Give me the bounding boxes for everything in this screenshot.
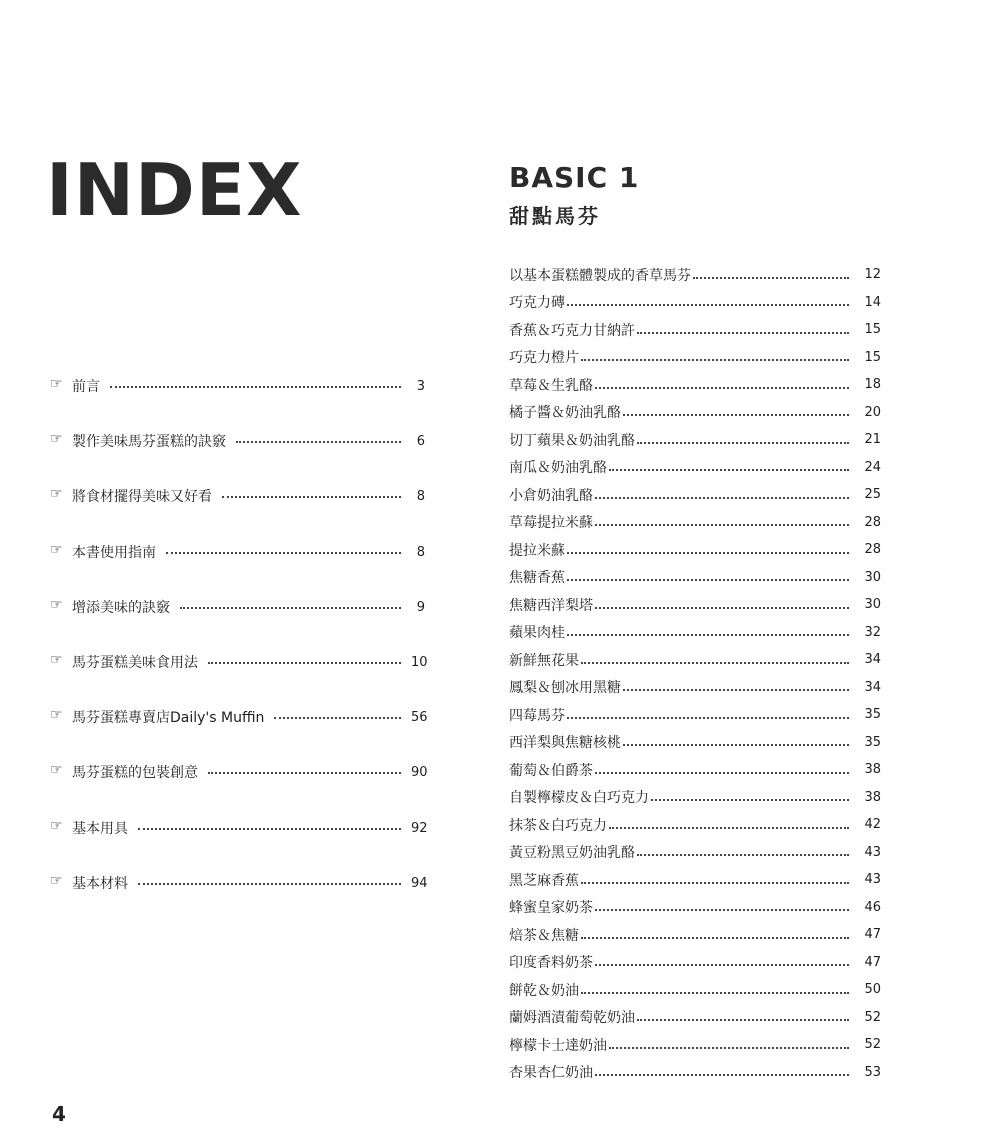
toc-entry-page: 46 <box>864 899 881 915</box>
toc-entry-page: 38 <box>864 762 881 778</box>
toc-entry <box>50 757 428 812</box>
dot-leader <box>637 1019 849 1021</box>
dot-leader <box>595 772 849 774</box>
toc-entry-label: 草莓＆生乳酪 <box>509 377 593 394</box>
toc-entry-label: 提拉米蘇 <box>509 542 565 559</box>
toc-entry <box>509 481 881 509</box>
toc-entry-label: 本書使用指南 <box>72 544 156 561</box>
toc-entry-label: 鳳梨＆刨冰用黑糖 <box>509 680 621 697</box>
toc-entry <box>509 289 881 317</box>
dot-leader <box>595 497 849 499</box>
toc-entry-page: 32 <box>864 624 881 640</box>
pointing-hand-icon: ☞ <box>50 541 63 558</box>
dot-leader <box>637 442 849 444</box>
toc-entry-page: 52 <box>864 1037 881 1053</box>
toc-entry <box>509 1059 881 1087</box>
dot-leader <box>581 992 849 994</box>
dot-leader <box>138 828 401 830</box>
toc-entry-label: 焙茶＆焦糖 <box>509 927 579 944</box>
pointing-hand-icon: ☞ <box>50 762 63 779</box>
dot-leader <box>110 386 401 388</box>
toc-entry <box>509 729 881 757</box>
dot-leader <box>637 332 849 334</box>
toc-entry <box>509 536 881 564</box>
toc-entry-label: 四莓馬芬 <box>509 707 565 724</box>
dot-leader <box>274 717 401 719</box>
dot-leader <box>595 607 849 609</box>
dot-leader <box>222 496 401 498</box>
toc-entry-page: 43 <box>864 872 881 888</box>
toc-entry-page: 47 <box>864 954 881 970</box>
toc-entry-label: 抹茶＆白巧克力 <box>509 817 607 834</box>
toc-entry-label: 西洋梨與焦糖核桃 <box>509 735 621 752</box>
dot-leader <box>637 854 849 856</box>
toc-entry-page: 56 <box>411 710 428 726</box>
toc-entry-page: 25 <box>864 487 881 503</box>
dot-leader <box>595 387 849 389</box>
dot-leader <box>623 689 849 691</box>
general-contents-list <box>50 371 428 923</box>
dot-leader <box>138 883 401 885</box>
toc-entry-label: 蘋果肉桂 <box>509 625 565 642</box>
toc-entry-page: 34 <box>864 679 881 695</box>
dot-leader <box>595 964 849 966</box>
toc-entry-page: 24 <box>864 459 881 475</box>
toc-entry <box>509 756 881 784</box>
toc-entry-page: 21 <box>864 432 881 448</box>
pointing-hand-icon: ☞ <box>50 596 63 613</box>
toc-entry-label: 馬芬蛋糕美味食用法 <box>72 654 198 671</box>
basic-title: BASIC 1 <box>509 161 640 194</box>
toc-entry <box>509 371 881 399</box>
toc-entry-page: 30 <box>864 569 881 585</box>
toc-entry-page: 28 <box>864 542 881 558</box>
toc-entry-page: 35 <box>864 707 881 723</box>
dot-leader <box>581 359 849 361</box>
toc-entry-label: 橘子醬＆奶油乳酪 <box>509 405 621 422</box>
toc-entry-label: 增添美味的訣竅 <box>72 599 170 616</box>
toc-entry-page: 9 <box>416 599 425 615</box>
basic-subtitle: 甜點馬芬 <box>509 204 601 228</box>
dot-leader <box>581 937 849 939</box>
toc-entry <box>509 784 881 812</box>
toc-entry-label: 巧克力磚 <box>509 295 565 312</box>
toc-entry-label: 基本用具 <box>72 820 128 837</box>
toc-entry-label: 基本材料 <box>72 875 128 892</box>
toc-entry-label: 黑芝麻香蕉 <box>509 872 579 889</box>
toc-entry-page: 92 <box>411 820 428 836</box>
toc-entry-label: 杏果杏仁奶油 <box>509 1065 593 1082</box>
toc-entry-label: 焦糖香蕉 <box>509 570 565 587</box>
pointing-hand-icon: ☞ <box>50 817 63 834</box>
toc-entry-label: 印度香料奶茶 <box>509 955 593 972</box>
index-title: INDEX <box>46 148 303 232</box>
dot-leader <box>623 744 849 746</box>
toc-entry-label: 葡萄＆伯爵茶 <box>509 762 593 779</box>
toc-entry <box>50 481 425 536</box>
dot-leader <box>567 552 849 554</box>
toc-entry <box>509 921 881 949</box>
toc-entry-page: 10 <box>411 654 428 670</box>
toc-entry-label: 自製檸檬皮＆白巧克力 <box>509 790 649 807</box>
toc-entry-page: 43 <box>864 844 881 860</box>
dot-leader <box>236 441 401 443</box>
toc-entry-page: 42 <box>864 817 881 833</box>
toc-entry <box>509 976 881 1004</box>
toc-entry-label: 黃豆粉黑豆奶油乳酪 <box>509 845 635 862</box>
toc-entry-label: 新鮮無花果 <box>509 652 579 669</box>
pointing-hand-icon: ☞ <box>50 486 63 503</box>
toc-entry <box>50 537 425 592</box>
toc-entry-page: 3 <box>416 379 425 394</box>
toc-entry <box>509 509 881 537</box>
toc-entry-page: 8 <box>416 544 425 560</box>
toc-entry <box>50 868 428 923</box>
pointing-hand-icon: ☞ <box>50 431 63 448</box>
toc-entry <box>509 426 881 454</box>
toc-entry-label: 草莓提拉米蘇 <box>509 515 593 532</box>
dot-leader <box>623 414 849 416</box>
toc-entry <box>50 813 428 868</box>
toc-entry <box>509 399 881 427</box>
toc-entry-page: 8 <box>416 489 425 505</box>
toc-entry <box>509 701 881 729</box>
toc-entry <box>509 894 881 922</box>
toc-entry <box>509 591 881 619</box>
toc-entry-label: 馬芬蛋糕專賣店Daily's Muffin <box>72 710 265 727</box>
toc-entry <box>509 1031 881 1059</box>
toc-entry <box>509 949 881 977</box>
toc-entry-page: 50 <box>864 982 881 998</box>
dot-leader <box>609 469 849 471</box>
dot-leader <box>180 607 401 609</box>
toc-entry-label: 蜂蜜皇家奶茶 <box>509 900 593 917</box>
toc-entry-label: 小倉奶油乳酪 <box>509 487 593 504</box>
toc-entry <box>509 564 881 592</box>
toc-entry-label: 檸檬卡士達奶油 <box>509 1037 607 1054</box>
toc-entry <box>50 426 425 481</box>
toc-entry-page: 47 <box>864 927 881 943</box>
toc-entry <box>50 702 428 757</box>
dot-leader <box>567 579 849 581</box>
pointing-hand-icon: ☞ <box>50 376 63 392</box>
toc-entry-label: 前言 <box>72 379 100 395</box>
toc-entry-page: 20 <box>864 404 881 420</box>
toc-entry <box>50 371 425 426</box>
dot-leader <box>208 662 401 664</box>
dot-leader <box>595 524 849 526</box>
dot-leader <box>567 717 849 719</box>
toc-entry-label: 巧克力橙片 <box>509 350 579 367</box>
toc-entry-label: 將食材擺得美味又好看 <box>72 489 212 506</box>
toc-entry <box>50 592 425 647</box>
toc-entry-page: 90 <box>411 765 428 781</box>
basic-section-heading <box>509 158 639 230</box>
toc-entry-label: 切丁蘋果＆奶油乳酪 <box>509 432 635 449</box>
toc-entry-page: 52 <box>864 1009 881 1025</box>
toc-entry <box>509 261 881 289</box>
toc-entry-page: 6 <box>416 434 425 450</box>
toc-entry <box>509 1004 881 1032</box>
dot-leader <box>581 662 849 664</box>
toc-entry-page: 34 <box>864 652 881 668</box>
toc-entry <box>509 839 881 867</box>
toc-entry-page: 15 <box>864 349 881 365</box>
toc-entry-page: 38 <box>864 789 881 805</box>
toc-entry-label: 製作美味馬芬蛋糕的訣竅 <box>72 434 226 451</box>
pointing-hand-icon: ☞ <box>50 707 63 724</box>
dot-leader <box>609 1047 849 1049</box>
toc-entry <box>509 344 881 372</box>
toc-entry-page: 35 <box>864 734 881 750</box>
page-number: 4 <box>52 1102 66 1126</box>
toc-entry-page: 30 <box>864 597 881 613</box>
toc-entry-page: 94 <box>411 875 428 891</box>
dot-leader <box>567 634 849 636</box>
toc-entry-page: 12 <box>864 267 881 283</box>
toc-entry <box>509 811 881 839</box>
toc-entry <box>509 674 881 702</box>
dot-leader <box>581 882 849 884</box>
toc-entry <box>509 619 881 647</box>
pointing-hand-icon: ☞ <box>50 872 63 889</box>
toc-entry <box>50 647 428 702</box>
toc-entry-label: 南瓜＆奶油乳酪 <box>509 460 607 477</box>
toc-entry-label: 馬芬蛋糕的包裝創意 <box>72 765 198 782</box>
toc-entry-page: 28 <box>864 514 881 530</box>
pointing-hand-icon: ☞ <box>50 651 63 668</box>
toc-entry-label: 以基本蛋糕體製成的香草馬芬 <box>509 267 691 284</box>
dot-leader <box>693 277 849 279</box>
dot-leader <box>208 772 401 774</box>
toc-entry <box>509 646 881 674</box>
recipe-contents-list <box>509 261 881 1086</box>
dot-leader <box>567 304 849 306</box>
toc-entry-label: 焦糖西洋梨塔 <box>509 597 593 614</box>
toc-entry-page: 15 <box>864 322 881 338</box>
dot-leader <box>651 799 849 801</box>
dot-leader <box>166 552 401 554</box>
toc-entry-page: 18 <box>864 377 881 393</box>
toc-entry-label: 香蕉＆巧克力甘納許 <box>509 322 635 339</box>
toc-entry-page: 14 <box>864 294 881 310</box>
dot-leader <box>595 1074 849 1076</box>
toc-entry <box>509 454 881 482</box>
toc-entry <box>509 866 881 894</box>
dot-leader <box>595 909 849 911</box>
toc-entry-page: 53 <box>864 1064 881 1080</box>
toc-entry <box>509 316 881 344</box>
toc-entry-label: 蘭姆酒漬葡萄乾奶油 <box>509 1010 635 1027</box>
toc-entry-label: 餅乾＆奶油 <box>509 982 579 999</box>
dot-leader <box>609 827 849 829</box>
